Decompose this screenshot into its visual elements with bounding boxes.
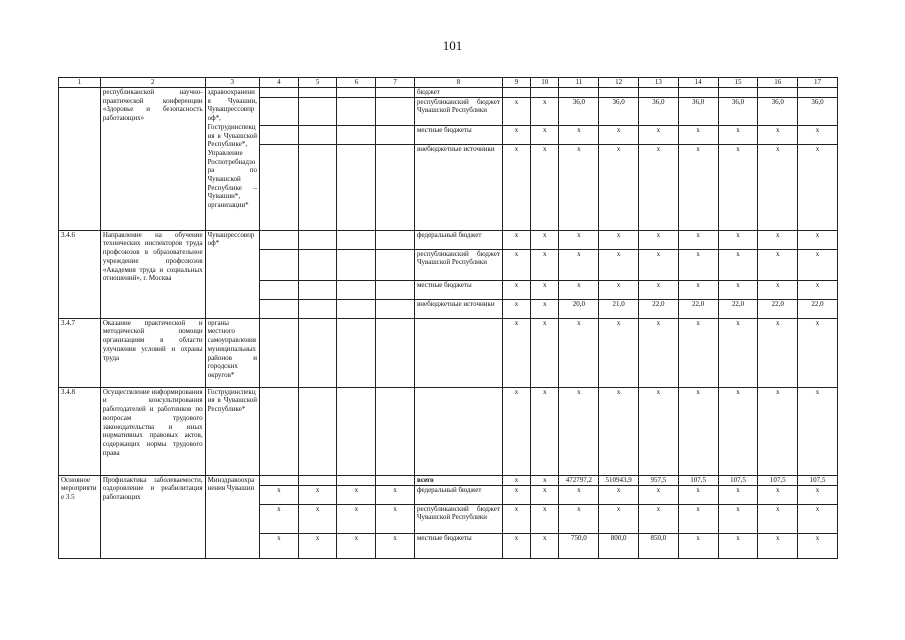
column-number: 2 bbox=[100, 78, 205, 88]
column-number: 9 bbox=[502, 78, 530, 88]
value-cell: x bbox=[502, 230, 530, 249]
value-cell: x bbox=[599, 249, 639, 280]
budget-code-cell bbox=[298, 88, 337, 98]
value-cell: x bbox=[718, 485, 758, 504]
page-number: 101 bbox=[442, 38, 463, 53]
value-cell: x bbox=[502, 318, 530, 387]
value-cell bbox=[599, 88, 639, 98]
activity-name: Профилактика заболеваемости, оздоровление и реабилитация работающих bbox=[100, 475, 205, 558]
column-number: 8 bbox=[414, 78, 502, 88]
value-cell: x bbox=[678, 125, 718, 144]
budget-code-cell: x bbox=[337, 504, 376, 533]
value-cell: x bbox=[531, 144, 559, 230]
value-cell: x bbox=[718, 504, 758, 533]
value-cell: x bbox=[559, 144, 599, 230]
responsible-executor: органы местного самоуправления муниципальных районов и городских округов* bbox=[205, 318, 259, 387]
value-cell: 22,0 bbox=[798, 299, 838, 318]
value-cell: x bbox=[718, 318, 758, 387]
value-cell: x bbox=[638, 230, 678, 249]
value-cell: 957,5 bbox=[638, 475, 678, 485]
responsible-executor: Гострудинспекция в Чувашской Республике* bbox=[205, 387, 259, 475]
value-cell: x bbox=[531, 504, 559, 533]
value-cell: x bbox=[559, 318, 599, 387]
value-cell: x bbox=[718, 249, 758, 280]
value-cell: x bbox=[638, 485, 678, 504]
value-cell: x bbox=[758, 280, 798, 299]
table-row bbox=[59, 387, 838, 475]
value-cell: x bbox=[718, 533, 758, 558]
budget-code-cell bbox=[337, 299, 376, 318]
column-number: 12 bbox=[599, 78, 639, 88]
value-cell: 22,0 bbox=[678, 299, 718, 318]
value-cell: x bbox=[638, 249, 678, 280]
budget-code-cell bbox=[298, 475, 337, 485]
value-cell: x bbox=[798, 125, 838, 144]
budget-code-cell bbox=[260, 249, 299, 280]
column-number: 13 bbox=[638, 78, 678, 88]
column-number: 6 bbox=[337, 78, 376, 88]
value-cell: x bbox=[678, 144, 718, 230]
value-cell: x bbox=[531, 318, 559, 387]
value-cell: x bbox=[678, 318, 718, 387]
funding-source: республиканский бюджет Чувашской Республики bbox=[414, 97, 502, 125]
budget-code-cell: x bbox=[376, 533, 415, 558]
budget-code-cell bbox=[337, 318, 376, 387]
value-cell: 36,0 bbox=[559, 97, 599, 125]
value-cell bbox=[559, 88, 599, 98]
column-number: 1 bbox=[59, 78, 101, 88]
value-cell: x bbox=[531, 230, 559, 249]
value-cell: 20,0 bbox=[559, 299, 599, 318]
table-row bbox=[59, 318, 838, 387]
value-cell: x bbox=[798, 485, 838, 504]
value-cell: x bbox=[718, 387, 758, 475]
budget-code-cell bbox=[298, 230, 337, 249]
item-number bbox=[59, 88, 101, 231]
activity-name: Направление на обучение технических инспекторов труда профсоюзов в образовательное учреждение профсоюзов «Академия труда и социальных отношений», г. Москва bbox=[100, 230, 205, 318]
budget-code-cell bbox=[376, 144, 415, 230]
value-cell: x bbox=[502, 144, 530, 230]
value-cell: x bbox=[559, 485, 599, 504]
value-cell: x bbox=[798, 249, 838, 280]
budget-code-cell bbox=[298, 144, 337, 230]
budget-code-cell: x bbox=[376, 485, 415, 504]
budget-code-cell: x bbox=[260, 485, 299, 504]
value-cell: x bbox=[758, 144, 798, 230]
funding-source bbox=[414, 387, 502, 475]
funding-source: республиканский бюджет Чувашской Республики bbox=[414, 249, 502, 280]
budget-code-cell bbox=[337, 88, 376, 98]
value-cell: x bbox=[559, 125, 599, 144]
budget-code-cell bbox=[376, 318, 415, 387]
value-cell: x bbox=[502, 280, 530, 299]
budget-code-cell bbox=[376, 387, 415, 475]
value-cell: x bbox=[531, 533, 559, 558]
value-cell: x bbox=[599, 318, 639, 387]
value-cell bbox=[678, 88, 718, 98]
budget-code-cell: x bbox=[298, 533, 337, 558]
value-cell bbox=[502, 88, 530, 98]
value-cell: x bbox=[599, 230, 639, 249]
value-cell: 107,5 bbox=[758, 475, 798, 485]
column-number: 4 bbox=[260, 78, 299, 88]
value-cell: x bbox=[599, 504, 639, 533]
value-cell: 36,0 bbox=[758, 97, 798, 125]
value-cell: x bbox=[638, 318, 678, 387]
value-cell: x bbox=[531, 280, 559, 299]
item-number: 3.4.8 bbox=[59, 387, 101, 475]
funding-source: местные бюджеты bbox=[414, 125, 502, 144]
budget-code-cell bbox=[298, 125, 337, 144]
value-cell: x bbox=[531, 387, 559, 475]
budget-code-cell bbox=[376, 249, 415, 280]
value-cell: 850,0 bbox=[638, 533, 678, 558]
budget-code-cell bbox=[298, 318, 337, 387]
responsible-executor: Минздравоохранения Чувашии bbox=[205, 475, 259, 558]
column-number: 7 bbox=[376, 78, 415, 88]
value-cell: x bbox=[638, 144, 678, 230]
funding-source bbox=[414, 318, 502, 387]
budget-code-cell bbox=[260, 318, 299, 387]
budget-code-cell: x bbox=[376, 504, 415, 533]
funding-source: внебюджетные источники bbox=[414, 144, 502, 230]
value-cell: x bbox=[718, 280, 758, 299]
budget-code-cell bbox=[376, 88, 415, 98]
value-cell: 472797,2 bbox=[559, 475, 599, 485]
column-number: 3 bbox=[205, 78, 259, 88]
value-cell: x bbox=[531, 485, 559, 504]
value-cell: x bbox=[758, 318, 798, 387]
funding-source: внебюджетные источники bbox=[414, 299, 502, 318]
value-cell: 36,0 bbox=[798, 97, 838, 125]
budget-code-cell bbox=[260, 88, 299, 98]
budget-code-cell bbox=[376, 280, 415, 299]
value-cell bbox=[531, 88, 559, 98]
value-cell: x bbox=[599, 125, 639, 144]
value-cell: x bbox=[718, 144, 758, 230]
budget-code-cell bbox=[376, 299, 415, 318]
value-cell: x bbox=[638, 387, 678, 475]
item-number: 3.4.7 bbox=[59, 318, 101, 387]
value-cell: 22,0 bbox=[718, 299, 758, 318]
value-cell: x bbox=[758, 125, 798, 144]
value-cell: x bbox=[678, 280, 718, 299]
value-cell: x bbox=[502, 387, 530, 475]
value-cell: x bbox=[758, 387, 798, 475]
value-cell: x bbox=[758, 485, 798, 504]
value-cell: x bbox=[758, 249, 798, 280]
budget-code-cell bbox=[337, 230, 376, 249]
budget-code-cell bbox=[298, 97, 337, 125]
budget-code-cell bbox=[337, 280, 376, 299]
column-number: 16 bbox=[758, 78, 798, 88]
value-cell: 107,5 bbox=[718, 475, 758, 485]
value-cell: x bbox=[798, 230, 838, 249]
value-cell: x bbox=[638, 280, 678, 299]
value-cell: x bbox=[559, 230, 599, 249]
value-cell: x bbox=[599, 485, 639, 504]
budget-code-cell bbox=[260, 387, 299, 475]
value-cell: 21,0 bbox=[599, 299, 639, 318]
funding-source: федеральный бюджет bbox=[414, 230, 502, 249]
column-number: 17 bbox=[798, 78, 838, 88]
table-row bbox=[59, 475, 838, 485]
activity-name: Оказание практической и методической помощи организациям в области улучшения условий и охраны труда bbox=[100, 318, 205, 387]
value-cell: 36,0 bbox=[638, 97, 678, 125]
program-table bbox=[58, 77, 838, 559]
budget-code-cell bbox=[337, 387, 376, 475]
budget-code-cell bbox=[260, 280, 299, 299]
budget-code-cell bbox=[337, 125, 376, 144]
value-cell: x bbox=[559, 504, 599, 533]
value-cell: x bbox=[678, 504, 718, 533]
value-cell: x bbox=[798, 144, 838, 230]
budget-code-cell bbox=[298, 249, 337, 280]
value-cell bbox=[758, 88, 798, 98]
value-cell: x bbox=[502, 533, 530, 558]
value-cell: x bbox=[718, 125, 758, 144]
value-cell: x bbox=[502, 299, 530, 318]
budget-code-cell bbox=[337, 97, 376, 125]
budget-code-cell: x bbox=[298, 504, 337, 533]
value-cell: x bbox=[531, 97, 559, 125]
budget-code-cell: x bbox=[260, 504, 299, 533]
budget-code-cell: x bbox=[260, 533, 299, 558]
budget-code-cell bbox=[298, 387, 337, 475]
value-cell: x bbox=[502, 485, 530, 504]
value-cell: x bbox=[798, 280, 838, 299]
value-cell: x bbox=[798, 387, 838, 475]
value-cell: x bbox=[559, 249, 599, 280]
budget-code-cell bbox=[376, 97, 415, 125]
budget-code-cell bbox=[337, 249, 376, 280]
activity-name: Осуществление информирования и консультирования работодателей и работников по вопросам трудового законодательства и иных нормативных правовых актов, содержащих нормы трудового права bbox=[100, 387, 205, 475]
value-cell: x bbox=[758, 533, 798, 558]
value-cell: x bbox=[678, 230, 718, 249]
column-number: 15 bbox=[718, 78, 758, 88]
value-cell: 107,5 bbox=[798, 475, 838, 485]
value-cell: x bbox=[599, 144, 639, 230]
responsible-executor: здравоохранения Чувашии, Чувашрессовпроф*, Гострудинспекция в Чувашской Республике*, Управление Роспотребнадзора по Чувашской Республике – Чувашии*, организации* bbox=[205, 88, 259, 231]
column-number: 11 bbox=[559, 78, 599, 88]
funding-source: местные бюджеты bbox=[414, 533, 502, 558]
value-cell: x bbox=[758, 230, 798, 249]
value-cell: x bbox=[798, 318, 838, 387]
value-cell: x bbox=[638, 125, 678, 144]
funding-source: федеральный бюджет bbox=[414, 485, 502, 504]
table-row bbox=[59, 88, 838, 98]
budget-code-cell bbox=[260, 97, 299, 125]
value-cell: 510943,9 bbox=[599, 475, 639, 485]
value-cell: x bbox=[718, 230, 758, 249]
item-number: 3.4.6 bbox=[59, 230, 101, 318]
budget-code-cell bbox=[376, 230, 415, 249]
table-row bbox=[59, 230, 838, 249]
value-cell bbox=[718, 88, 758, 98]
value-cell: 107,5 bbox=[678, 475, 718, 485]
value-cell bbox=[798, 88, 838, 98]
budget-code-cell bbox=[260, 475, 299, 485]
value-cell: x bbox=[502, 504, 530, 533]
value-cell: x bbox=[798, 533, 838, 558]
budget-code-cell: x bbox=[337, 485, 376, 504]
funding-source: местные бюджеты bbox=[414, 280, 502, 299]
value-cell: 22,0 bbox=[758, 299, 798, 318]
budget-code-cell bbox=[298, 280, 337, 299]
budget-code-cell bbox=[337, 475, 376, 485]
value-cell: x bbox=[531, 125, 559, 144]
funding-source: республиканский бюджет Чувашской Республики bbox=[414, 504, 502, 533]
responsible-executor: Чувашрессовпроф* bbox=[205, 230, 259, 318]
funding-source: бюджет bbox=[414, 88, 502, 98]
value-cell: 36,0 bbox=[599, 97, 639, 125]
value-cell: x bbox=[531, 249, 559, 280]
value-cell: x bbox=[599, 387, 639, 475]
value-cell: x bbox=[502, 125, 530, 144]
value-cell: 22,0 bbox=[638, 299, 678, 318]
budget-code-cell bbox=[376, 475, 415, 485]
budget-code-cell: x bbox=[298, 485, 337, 504]
value-cell: 750,0 bbox=[559, 533, 599, 558]
budget-code-cell bbox=[298, 299, 337, 318]
value-cell: x bbox=[638, 504, 678, 533]
budget-code-cell bbox=[260, 299, 299, 318]
value-cell: x bbox=[678, 485, 718, 504]
value-cell: x bbox=[502, 475, 530, 485]
value-cell: x bbox=[559, 387, 599, 475]
value-cell bbox=[638, 88, 678, 98]
budget-code-cell bbox=[260, 125, 299, 144]
value-cell: x bbox=[531, 475, 559, 485]
column-number: 10 bbox=[531, 78, 559, 88]
budget-code-cell: x bbox=[337, 533, 376, 558]
item-number: Основное мероприятие 3.5 bbox=[59, 475, 101, 558]
value-cell: x bbox=[758, 504, 798, 533]
value-cell: 36,0 bbox=[718, 97, 758, 125]
value-cell: x bbox=[599, 280, 639, 299]
value-cell: x bbox=[559, 280, 599, 299]
budget-code-cell bbox=[260, 230, 299, 249]
column-number: 14 bbox=[678, 78, 718, 88]
value-cell: x bbox=[798, 504, 838, 533]
activity-name: республиканской научно-практической конференции «Здоровье и безопасность работающих» bbox=[100, 88, 205, 231]
value-cell: x bbox=[678, 249, 718, 280]
budget-code-cell bbox=[337, 144, 376, 230]
value-cell: x bbox=[678, 533, 718, 558]
budget-code-cell bbox=[260, 144, 299, 230]
column-number-row bbox=[59, 78, 838, 88]
value-cell: x bbox=[531, 299, 559, 318]
value-cell: x bbox=[502, 249, 530, 280]
funding-source: всего bbox=[414, 475, 502, 485]
value-cell: x bbox=[502, 97, 530, 125]
budget-code-cell bbox=[376, 125, 415, 144]
column-number: 5 bbox=[298, 78, 337, 88]
value-cell: 800,0 bbox=[599, 533, 639, 558]
value-cell: x bbox=[678, 387, 718, 475]
value-cell: 36,0 bbox=[678, 97, 718, 125]
